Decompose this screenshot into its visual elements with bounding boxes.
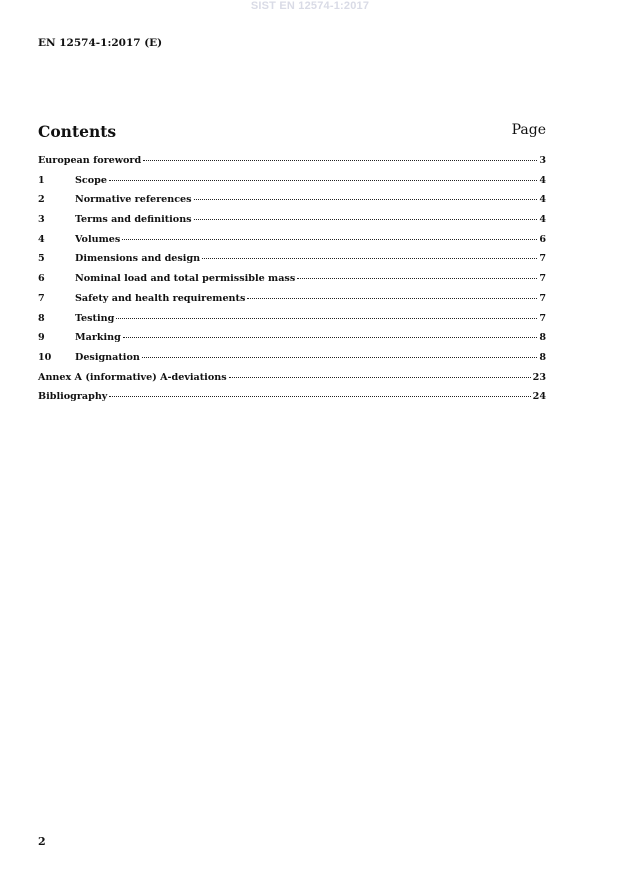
document-id: EN 12574-1:2017 (E) (38, 37, 163, 49)
toc-entry-number: 3 (38, 214, 45, 226)
watermark: SIST EN 12574-1:2017 (250, 0, 370, 12)
toc-entry[interactable] (38, 293, 546, 313)
toc-entry-title: Marking (75, 332, 121, 344)
page-number: 2 (38, 835, 46, 848)
toc-entry[interactable] (38, 214, 546, 234)
toc-dot-leader (122, 239, 537, 240)
toc-dot-leader (202, 258, 537, 259)
toc-entry-page: 7 (539, 312, 546, 324)
toc-entry-number: 9 (38, 332, 45, 344)
toc-entry-title: Volumes (75, 233, 121, 245)
toc-entry[interactable] (38, 372, 546, 392)
toc-entry-page: 3 (539, 155, 546, 166)
toc-entry-number: 4 (38, 233, 45, 245)
toc-entry-page: 7 (539, 292, 546, 304)
toc-dot-leader (229, 377, 531, 378)
toc-dot-leader (297, 278, 537, 279)
toc-entry[interactable] (38, 234, 546, 254)
toc-entry-title: Nominal load and total permissible mass (75, 273, 296, 285)
toc-entry-title: Terms and definitions (75, 214, 192, 226)
toc-dot-leader (109, 180, 537, 181)
toc-dot-leader (109, 396, 530, 397)
toc-entry[interactable] (38, 313, 546, 333)
toc-entry-number: 2 (38, 194, 45, 206)
toc-entry-number: 1 (38, 174, 45, 186)
toc-dot-leader (142, 357, 537, 358)
toc-dot-leader (143, 160, 537, 161)
toc-entry-title: Dimensions and design (75, 253, 201, 265)
toc-entry-page: 4 (539, 194, 546, 206)
toc-entry-title: Bibliography (38, 391, 108, 403)
toc-entry-title: Designation (75, 351, 140, 363)
toc-entry-page: 8 (539, 332, 546, 344)
toc-entry-page: 7 (539, 253, 546, 265)
toc-entry[interactable] (38, 155, 546, 175)
contents-title: Contents (38, 122, 117, 141)
toc-entry-number: 6 (38, 273, 45, 285)
toc-entry-title: Testing (75, 312, 115, 324)
toc-entry-page: 23 (532, 371, 546, 383)
toc-entry-number: 10 (38, 351, 52, 363)
toc-entry-number: 5 (38, 253, 45, 265)
toc-entry-title: European foreword (38, 155, 142, 166)
toc-entry-number: 8 (38, 312, 45, 324)
toc-entry-title: Annex A (informative) A-deviations (38, 371, 227, 383)
toc-entry-page: 4 (539, 214, 546, 226)
toc-entry-title: Safety and health requirements (75, 292, 246, 304)
toc-entry[interactable] (38, 253, 546, 273)
toc-entry[interactable] (38, 175, 546, 195)
toc-entry-title: Normative references (75, 194, 192, 206)
toc-entry[interactable] (38, 352, 546, 372)
toc-entry[interactable] (38, 273, 546, 293)
toc-dot-leader (116, 318, 537, 319)
toc-entry-page: 8 (539, 351, 546, 363)
toc-entry-title: Scope (75, 174, 107, 186)
toc-dot-leader (247, 298, 537, 299)
toc-entry-page: 7 (539, 273, 546, 285)
toc-entry[interactable] (38, 332, 546, 352)
table-of-contents (38, 155, 546, 411)
toc-entry-page: 24 (532, 391, 546, 403)
contents-header (38, 122, 546, 144)
page-column-label: Page (511, 122, 546, 138)
toc-entry-page: 6 (539, 233, 546, 245)
toc-dot-leader (194, 199, 538, 200)
toc-dot-leader (194, 219, 538, 220)
toc-entry[interactable] (38, 194, 546, 214)
toc-entry[interactable] (38, 391, 546, 411)
toc-entry-number: 7 (38, 292, 45, 304)
toc-entry-page: 4 (539, 174, 546, 186)
toc-dot-leader (123, 337, 537, 338)
